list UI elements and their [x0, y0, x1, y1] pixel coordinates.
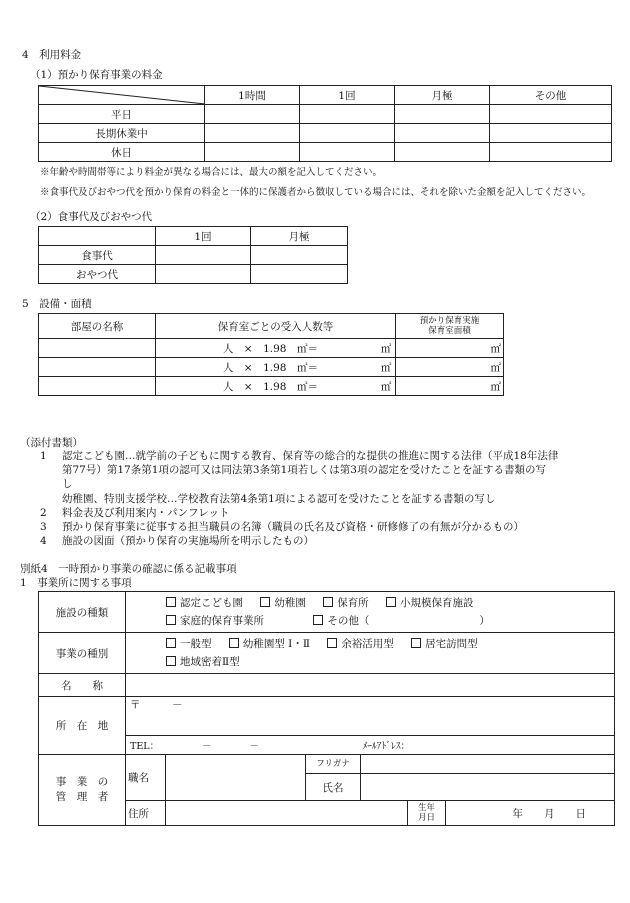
- fee-cell[interactable]: [205, 143, 300, 162]
- capacity-formula: 人 × 1.98 ㎡＝: [222, 380, 318, 393]
- post-label: 職名: [126, 755, 166, 801]
- table-row: [39, 124, 612, 143]
- facility-option[interactable]: 認定こども園: [166, 594, 243, 612]
- fee-cell[interactable]: [300, 143, 395, 162]
- fee-cell[interactable]: [205, 105, 300, 124]
- fee-row-label: 平日: [39, 105, 205, 124]
- residence-label: 住所: [126, 801, 166, 826]
- facility-area-table: [38, 313, 504, 396]
- meal-subheading: （2）食事代及びおやつ代: [30, 211, 153, 223]
- item-text: 認定こども園…就学前の子どもに関する教育、保育等の総合的な提供の推進に関する法律（平成18年法律: [62, 450, 559, 462]
- address-label: 所 在 地: [39, 697, 126, 755]
- business-option[interactable]: 一般型: [166, 635, 212, 653]
- name-label: 名 称: [39, 674, 126, 697]
- capacity-unit: ㎡: [380, 342, 392, 355]
- table-row: [39, 105, 612, 124]
- checkbox[interactable]: [166, 615, 176, 625]
- capacity-unit: ㎡: [380, 380, 392, 393]
- diagonal-header-cell: [39, 86, 205, 105]
- area-cell[interactable]: [396, 358, 504, 377]
- fee-cell[interactable]: [395, 105, 490, 124]
- birthdate-field[interactable]: 年 月 日: [446, 801, 615, 826]
- business-type-label: 事業の種別: [39, 633, 126, 674]
- meal-row-label: おやつ代: [39, 265, 156, 284]
- meal-row-label: 食事代: [39, 246, 156, 265]
- checkbox[interactable]: [386, 597, 396, 607]
- checkbox[interactable]: [411, 638, 421, 648]
- fee-col-header: 1回: [300, 86, 395, 105]
- fee-col-header: 月極: [395, 86, 490, 105]
- area-unit: ㎡: [490, 342, 501, 355]
- meal-cell[interactable]: [156, 265, 251, 284]
- room-name-header: 部屋の名称: [39, 314, 156, 339]
- list-item: [40, 477, 558, 491]
- post-field[interactable]: [166, 755, 306, 801]
- attachments-list: [40, 449, 558, 548]
- business-info-table: [38, 591, 615, 826]
- list-item: [40, 520, 558, 534]
- fee-row-label: 長期休業中: [39, 124, 205, 143]
- fee-cell[interactable]: [490, 124, 612, 143]
- area-unit: ㎡: [490, 380, 501, 393]
- item-number: 4: [40, 535, 47, 548]
- fee-note-1: ※年齢や時間帯等により料金が異なる場合には、最大の額を記入してください。: [40, 167, 383, 178]
- list-item: [40, 492, 558, 506]
- facility-type-options: [126, 592, 615, 633]
- section-4-heading: 4 利用料金: [22, 49, 82, 61]
- room-name-cell[interactable]: [39, 358, 156, 377]
- person-name-field[interactable]: [361, 774, 615, 801]
- table-row: [39, 358, 504, 377]
- business-option[interactable]: 幼稚園型 Ⅰ・Ⅱ: [229, 635, 310, 653]
- table-row: [39, 143, 612, 162]
- checkbox[interactable]: [327, 638, 337, 648]
- furigana-label: フリガナ: [306, 755, 361, 774]
- area-cell[interactable]: [396, 377, 504, 396]
- checkbox[interactable]: [166, 597, 176, 607]
- facility-type-label: 施設の種類: [39, 592, 126, 633]
- table-row: [39, 339, 504, 358]
- business-type-options: [126, 633, 615, 674]
- list-item: [40, 463, 558, 477]
- tel-field[interactable]: TEL： － －: [126, 736, 361, 755]
- fee-cell[interactable]: [490, 105, 612, 124]
- fee-subheading: （1）預かり保育事業の料金: [30, 69, 163, 81]
- checkbox[interactable]: [323, 597, 333, 607]
- manager-label: 事 業 の 管 理 者: [39, 755, 126, 826]
- item-number: 3: [40, 521, 47, 534]
- table-row: [39, 265, 348, 284]
- facility-option[interactable]: 小規模保育施設: [386, 594, 474, 612]
- meal-col-header: 1回: [156, 227, 251, 246]
- table-row: [39, 377, 504, 396]
- facility-option[interactable]: 幼稚園: [260, 594, 306, 612]
- annex-section-heading: 1 事業所に関する事項: [20, 577, 132, 589]
- list-item: [40, 506, 558, 520]
- item-text: 第77号）第17条第1項の認可又は同法第3条第1項若しくは第3項の認定を受けたことを証する書類の写: [62, 464, 546, 477]
- meal-cell[interactable]: [251, 265, 348, 284]
- facility-option[interactable]: 家庭的保育事業所: [166, 612, 264, 630]
- item-text: し: [62, 478, 73, 491]
- meal-cell[interactable]: [156, 246, 251, 265]
- fee-cell[interactable]: [300, 105, 395, 124]
- item-text: 施設の図面（預かり保育の実施場所を明示したもの）: [62, 535, 314, 548]
- item-number: 1: [40, 450, 47, 462]
- residence-field[interactable]: [166, 801, 408, 826]
- area-header-line-1: 預かり保育実施: [419, 316, 480, 326]
- attachments-heading: （添付書類）: [20, 437, 83, 449]
- mail-field[interactable]: ﾒｰﾙｱﾄﾞﾚｽ：: [361, 736, 615, 755]
- facility-option[interactable]: その他（ ）: [313, 612, 490, 630]
- fee-col-header: 1時間: [205, 86, 300, 105]
- meal-cell[interactable]: [251, 246, 348, 265]
- item-text: 幼稚園、特別支援学校…学校教育法第4条第1項による認可を受けたことを証する書類の写し: [62, 492, 496, 505]
- postal-code: 〒 －: [130, 699, 183, 711]
- fee-cell[interactable]: [395, 143, 490, 162]
- facility-option[interactable]: 保育所: [323, 594, 369, 612]
- person-name-label: 氏名: [306, 774, 361, 801]
- capacity-formula: 人 × 1.98 ㎡＝: [222, 361, 318, 374]
- list-item: [40, 449, 558, 463]
- capacity-cell[interactable]: [156, 377, 396, 396]
- item-text: 料金表及び利用案内・パンフレット: [62, 506, 230, 519]
- fee-cell[interactable]: [490, 143, 612, 162]
- capacity-cell[interactable]: [156, 358, 396, 377]
- diagonal-line: [39, 86, 205, 104]
- list-item: [40, 534, 558, 548]
- area-cell[interactable]: [396, 339, 504, 358]
- area-header: [396, 314, 504, 339]
- checkbox[interactable]: [313, 615, 323, 625]
- furigana-field[interactable]: [361, 755, 615, 774]
- checkbox[interactable]: [166, 656, 176, 666]
- annex-title: 別紙4 一時預かり事業の確認に係る記載事項: [20, 563, 237, 575]
- birthdate-label: 生年 月日: [408, 801, 446, 826]
- fee-cell[interactable]: [300, 124, 395, 143]
- meal-fee-table: [38, 226, 348, 284]
- area-header-line-2: 保育室面積: [428, 326, 471, 336]
- capacity-unit: ㎡: [380, 361, 392, 374]
- address-field[interactable]: [126, 697, 615, 736]
- item-number: 2: [40, 506, 47, 519]
- room-name-cell[interactable]: [39, 339, 156, 358]
- meal-col-header: 月極: [251, 227, 348, 246]
- room-name-cell[interactable]: [39, 377, 156, 396]
- capacity-formula: 人 × 1.98 ㎡＝: [222, 342, 318, 355]
- business-option[interactable]: 余裕活用型: [327, 635, 394, 653]
- fee-note-2: ※食事代及びおやつ代を預かり保育の料金と一体的に保護者から徴収している場合には、それを除いた金額を記入してください。: [40, 187, 592, 198]
- section-5-heading: 5 設備・面積: [22, 298, 92, 310]
- capacity-cell[interactable]: [156, 339, 396, 358]
- fee-cell[interactable]: [205, 124, 300, 143]
- childcare-fee-table: [38, 85, 612, 162]
- empty-header-cell: [39, 227, 156, 246]
- fee-row-label: 休日: [39, 143, 205, 162]
- name-field[interactable]: [126, 674, 615, 697]
- checkbox[interactable]: [229, 638, 239, 648]
- area-unit: ㎡: [490, 361, 501, 374]
- capacity-header: 保育室ごとの受入人数等: [156, 314, 396, 339]
- checkbox[interactable]: [166, 638, 176, 648]
- business-option[interactable]: 地域密着Ⅱ型: [166, 653, 240, 671]
- item-text: 預かり保育事業に従事する担当職員の名簿（職員の氏名及び資格・研修修了の有無が分かるもの）: [62, 521, 524, 534]
- fee-col-header: その他: [490, 86, 612, 105]
- checkbox[interactable]: [260, 597, 270, 607]
- table-row: [39, 246, 348, 265]
- fee-cell[interactable]: [395, 124, 490, 143]
- business-option[interactable]: 居宅訪問型: [411, 635, 478, 653]
